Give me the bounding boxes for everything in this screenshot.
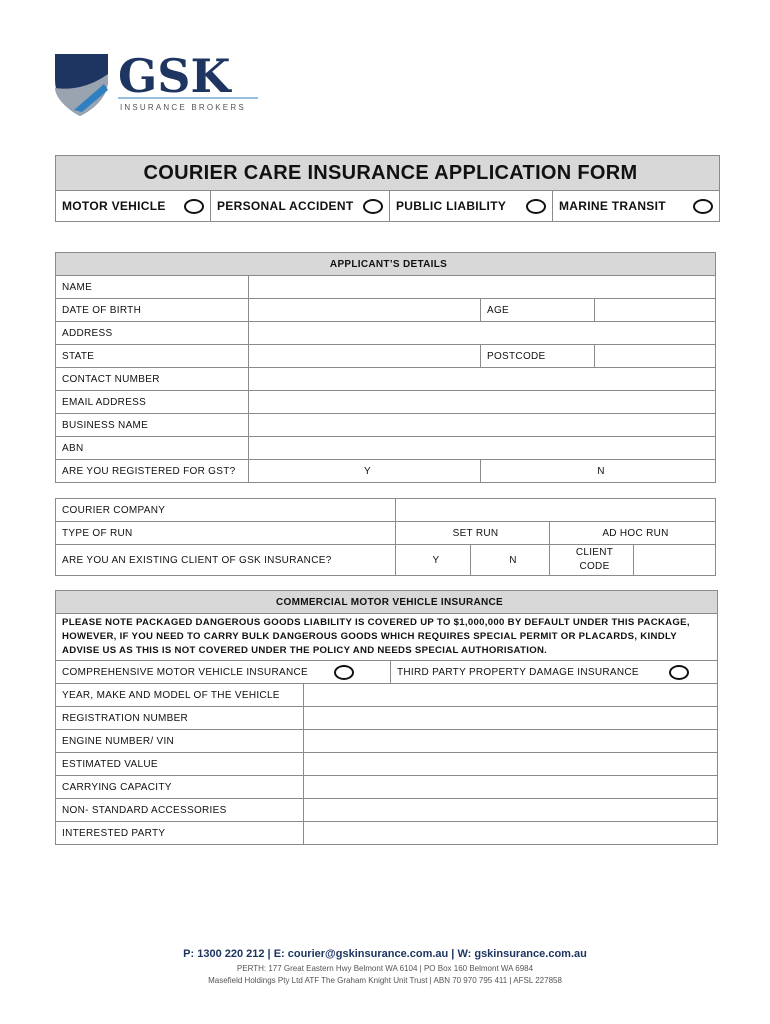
gst-no-option[interactable]: N <box>481 460 716 483</box>
set-run-option[interactable]: SET RUN <box>396 522 550 545</box>
carrying-capacity-label: CARRYING CAPACITY <box>56 776 304 799</box>
form-title: COURIER CARE INSURANCE APPLICATION FORM <box>56 156 720 191</box>
abn-field[interactable] <box>249 437 716 460</box>
option-marine-transit[interactable] <box>553 191 720 222</box>
svg-text:INSURANCE BROKERS: INSURANCE BROKERS <box>120 103 246 112</box>
address-field[interactable] <box>249 322 716 345</box>
form-title-table <box>55 155 720 222</box>
dob-field[interactable] <box>249 299 481 322</box>
gsk-logo <box>52 50 262 116</box>
option-label: MOTOR VEHICLE <box>62 199 166 213</box>
client-code-label <box>550 545 634 576</box>
svg-text:GSK: GSK <box>118 50 231 103</box>
vehicle-field[interactable] <box>304 684 718 707</box>
state-field[interactable] <box>249 345 481 368</box>
existing-client-yes[interactable]: Y <box>396 545 471 576</box>
engine-vin-field[interactable] <box>304 730 718 753</box>
radio-circle-icon[interactable] <box>184 199 204 214</box>
engine-vin-label: ENGINE NUMBER/ VIN <box>56 730 304 753</box>
business-label: BUSINESS NAME <box>56 414 249 437</box>
existing-client-label: ARE YOU AN EXISTING CLIENT OF GSK INSURANCE? <box>56 545 396 576</box>
radio-circle-icon[interactable] <box>526 199 546 214</box>
postcode-label: POSTCODE <box>481 345 595 368</box>
option-label: MARINE TRANSIT <box>559 199 666 213</box>
client-code-line: CODE <box>579 561 610 572</box>
dangerous-goods-note: PLEASE NOTE PACKAGED DANGEROUS GOODS LIABILITY IS COVERED UP TO $1,000,000 BY DEFAULT UNDER THIS PACKAGE, HOWEVER, IF YOU NEED TO CARRY BULK DANGEROUS GOODS WHICH REQUIRES SPECIAL PERMIT OR PLACARDS, KINDLY ADVISE US AS THIS IS NOT COVERED UNDER THE POLICY AND NEEDS SPECIAL AUTHORISATION. <box>56 614 718 661</box>
courier-company-label: COURIER COMPANY <box>56 499 396 522</box>
accessories-field[interactable] <box>304 799 718 822</box>
contact-field[interactable] <box>249 368 716 391</box>
contact-label: CONTACT NUMBER <box>56 368 249 391</box>
client-code-field[interactable] <box>634 545 716 576</box>
footer-contact: P: 1300 220 212 | E: courier@gskinsurance.com.au | W: gskinsurance.com.au <box>183 948 587 960</box>
option-comprehensive[interactable] <box>56 661 391 684</box>
carrying-capacity-field[interactable] <box>304 776 718 799</box>
estimated-value-label: ESTIMATED VALUE <box>56 753 304 776</box>
cmvi-table <box>55 590 718 845</box>
radio-circle-icon[interactable] <box>334 665 354 680</box>
option-motor-vehicle[interactable] <box>56 191 211 222</box>
option-label: PERSONAL ACCIDENT <box>217 199 354 213</box>
age-label: AGE <box>481 299 595 322</box>
gst-yes-option[interactable]: Y <box>249 460 481 483</box>
state-label: STATE <box>56 345 249 368</box>
registration-label: REGISTRATION NUMBER <box>56 707 304 730</box>
courier-details-table <box>55 498 716 576</box>
option-label: PUBLIC LIABILITY <box>396 199 507 213</box>
estimated-value-field[interactable] <box>304 753 718 776</box>
address-label: ADDRESS <box>56 322 249 345</box>
option-label: COMPREHENSIVE MOTOR VEHICLE INSURANCE <box>62 666 308 678</box>
applicant-header: APPLICANT’S DETAILS <box>56 253 716 276</box>
radio-circle-icon[interactable] <box>669 665 689 680</box>
email-field[interactable] <box>249 391 716 414</box>
postcode-field[interactable] <box>595 345 716 368</box>
gst-label: ARE YOU REGISTERED FOR GST? <box>56 460 249 483</box>
interested-party-field[interactable] <box>304 822 718 845</box>
radio-circle-icon[interactable] <box>363 199 383 214</box>
email-label: EMAIL ADDRESS <box>56 391 249 414</box>
existing-client-no[interactable]: N <box>471 545 550 576</box>
courier-company-field[interactable] <box>396 499 716 522</box>
radio-circle-icon[interactable] <box>693 199 713 214</box>
abn-label: ABN <box>56 437 249 460</box>
option-personal-accident[interactable] <box>211 191 390 222</box>
option-third-party[interactable] <box>391 661 718 684</box>
option-public-liability[interactable] <box>390 191 553 222</box>
age-field[interactable] <box>595 299 716 322</box>
dob-label: DATE OF BIRTH <box>56 299 249 322</box>
client-code-line: CLIENT <box>575 547 614 558</box>
accessories-label: NON- STANDARD ACCESSORIES <box>56 799 304 822</box>
footer-address: PERTH: 177 Great Eastern Hwy Belmont WA 6104 | PO Box 160 Belmont WA 6984 <box>236 964 534 973</box>
option-label: THIRD PARTY PROPERTY DAMAGE INSURANCE <box>397 666 639 678</box>
applicant-details-table <box>55 252 716 483</box>
adhoc-run-option[interactable]: AD HOC RUN <box>550 522 716 545</box>
vehicle-label: YEAR, MAKE AND MODEL OF THE VEHICLE <box>56 684 304 707</box>
footer-legal: Masefield Holdings Pty Ltd ATF The Graham Knight Unit Trust | ABN 70 970 795 411 | AFSL 227858 <box>208 976 562 985</box>
registration-field[interactable] <box>304 707 718 730</box>
run-type-label: TYPE OF RUN <box>56 522 396 545</box>
name-label: NAME <box>56 276 249 299</box>
business-field[interactable] <box>249 414 716 437</box>
interested-party-label: INTERESTED PARTY <box>56 822 304 845</box>
name-field[interactable] <box>249 276 716 299</box>
cmvi-header: COMMERCIAL MOTOR VEHICLE INSURANCE <box>56 591 718 614</box>
